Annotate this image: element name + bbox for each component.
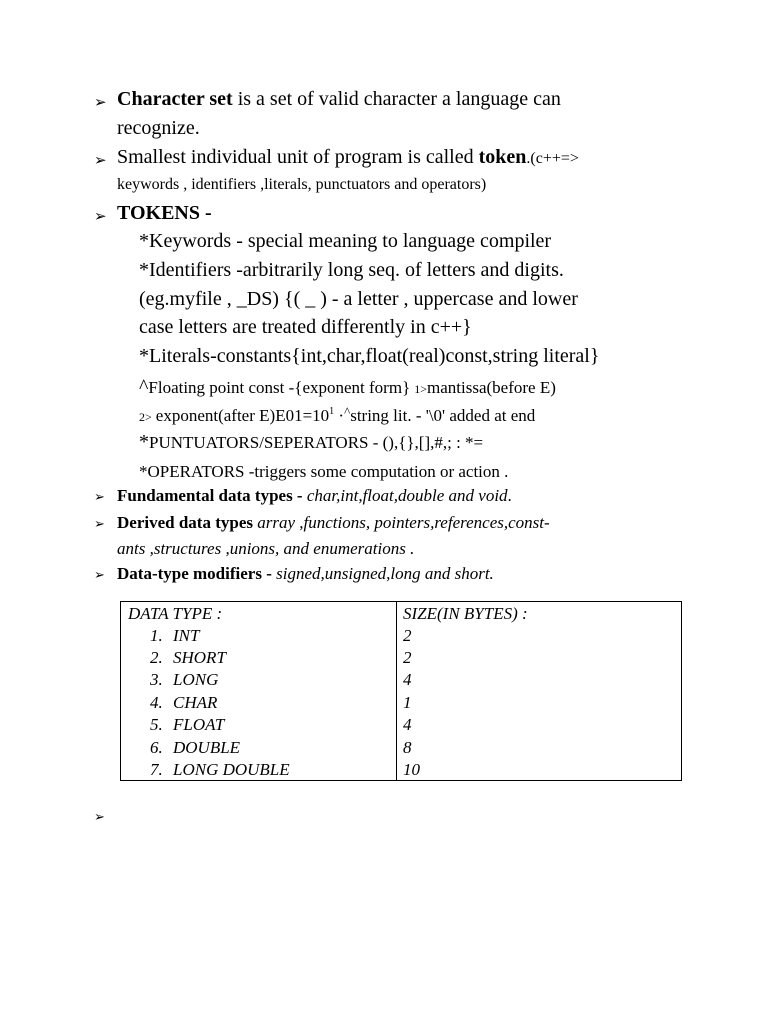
derived-types-continuation: ants ,structures ,unions, and enumerations . <box>117 539 415 558</box>
token-cpp-note: .(c++=> <box>526 150 579 167</box>
fundamental-types-term: Fundamental data types - <box>117 486 307 505</box>
modifiers-line <box>117 564 494 584</box>
table-row-number: 2. <box>150 648 163 667</box>
mantissa-text: mantissa(before E) <box>427 378 556 397</box>
floating-point-line <box>139 376 556 399</box>
exponent-line <box>139 404 535 426</box>
table-row-size: 2 <box>403 648 412 667</box>
table-header-data-type: DATA TYPE : <box>128 604 223 623</box>
table-row-size: 4 <box>403 670 412 689</box>
separator-dot: · <box>334 406 345 425</box>
table-row-size: 1 <box>403 693 412 712</box>
fundamental-types-line <box>117 486 512 506</box>
bullet-arrow: ➢ <box>94 207 107 225</box>
punctuators-line <box>139 431 483 454</box>
table-row-type: FLOAT <box>173 715 225 734</box>
table-row-number: 4. <box>150 693 163 712</box>
fundamental-types-list: char,int,float,double and void <box>306 486 508 505</box>
derived-types-line <box>117 513 550 533</box>
identifiers-example-line: (eg.myfile , _DS) {( _ ) - a letter , uppercase and lower <box>139 288 578 310</box>
table-row-type: LONG DOUBLE <box>173 760 290 779</box>
string-literal-text: string lit. - '\0' added at end <box>350 406 536 425</box>
character-set-term: Character set <box>117 88 233 110</box>
star-symbol: * <box>139 431 149 453</box>
table-column-divider <box>396 602 397 780</box>
punctuators-text: PUNTUATORS/SEPERATORS - (),{},[],#,; : *= <box>149 433 484 452</box>
token-types-list: keywords , identifiers ,literals, punctuators and operators) <box>117 176 487 193</box>
derived-types-list: array ,functions, pointers,references,const- <box>252 513 550 532</box>
table-row-number: 5. <box>150 715 163 734</box>
data-type-size-table <box>120 601 682 781</box>
operators-line: *OPERATORS -triggers some computation or action . <box>139 462 509 481</box>
table-row-size: 10 <box>403 760 420 779</box>
table-header-size: SIZE(IN BYTES) : <box>403 604 528 623</box>
table-row-number: 7. <box>150 760 163 779</box>
character-set-definition: is a set of valid character a language can <box>232 88 561 110</box>
exponent-superscript: 1 <box>329 406 335 417</box>
table-row-size: 8 <box>403 738 412 757</box>
tokens-heading: TOKENS - <box>117 202 212 224</box>
character-set-continuation: recognize. <box>117 117 200 139</box>
bullet-arrow: ➢ <box>94 490 105 505</box>
table-row-type: LONG <box>173 670 219 689</box>
identifiers-line: *Identifiers -arbitrarily long seq. of letters and digits. <box>139 259 564 281</box>
literals-line: *Literals-constants{int,char,float(real)const,string literal} <box>139 345 600 367</box>
token-term: token <box>478 146 527 168</box>
list-marker-1: 1> <box>414 382 428 396</box>
derived-types-term: Derived data types <box>117 513 253 532</box>
table-row-number: 6. <box>150 738 163 757</box>
table-row-size: 4 <box>403 715 412 734</box>
bullet-arrow: ➢ <box>94 810 105 825</box>
table-row-type: CHAR <box>173 693 218 712</box>
keywords-line: *Keywords - special meaning to language compiler <box>139 230 552 252</box>
table-row-type: INT <box>173 626 200 645</box>
exponent-text: exponent(after E)E01=10 <box>155 406 330 425</box>
character-set-line <box>117 88 561 111</box>
table-row-number: 3. <box>150 670 163 689</box>
floating-point-text: Floating point const -{exponent form} <box>148 378 411 397</box>
bullet-arrow: ➢ <box>94 568 105 583</box>
table-row-type: SHORT <box>173 648 226 667</box>
table-row-type: DOUBLE <box>173 738 241 757</box>
token-definition: Smallest individual unit of program is called <box>117 146 479 168</box>
fundamental-types-period: . <box>507 486 512 505</box>
token-line <box>117 146 579 169</box>
caret-symbol: ^ <box>344 404 351 419</box>
identifiers-case-line: case letters are treated differently in c++} <box>139 316 472 338</box>
modifiers-list: signed,unsigned,long and short. <box>276 564 494 583</box>
bullet-arrow: ➢ <box>94 151 107 169</box>
list-marker-2: 2> <box>139 410 152 424</box>
table-row-number: 1. <box>150 626 163 645</box>
caret-symbol: ^ <box>139 376 149 398</box>
table-row-size: 2 <box>403 626 412 645</box>
modifiers-term: Data-type modifiers - <box>117 564 277 583</box>
bullet-arrow: ➢ <box>94 93 107 111</box>
bullet-arrow: ➢ <box>94 517 105 532</box>
